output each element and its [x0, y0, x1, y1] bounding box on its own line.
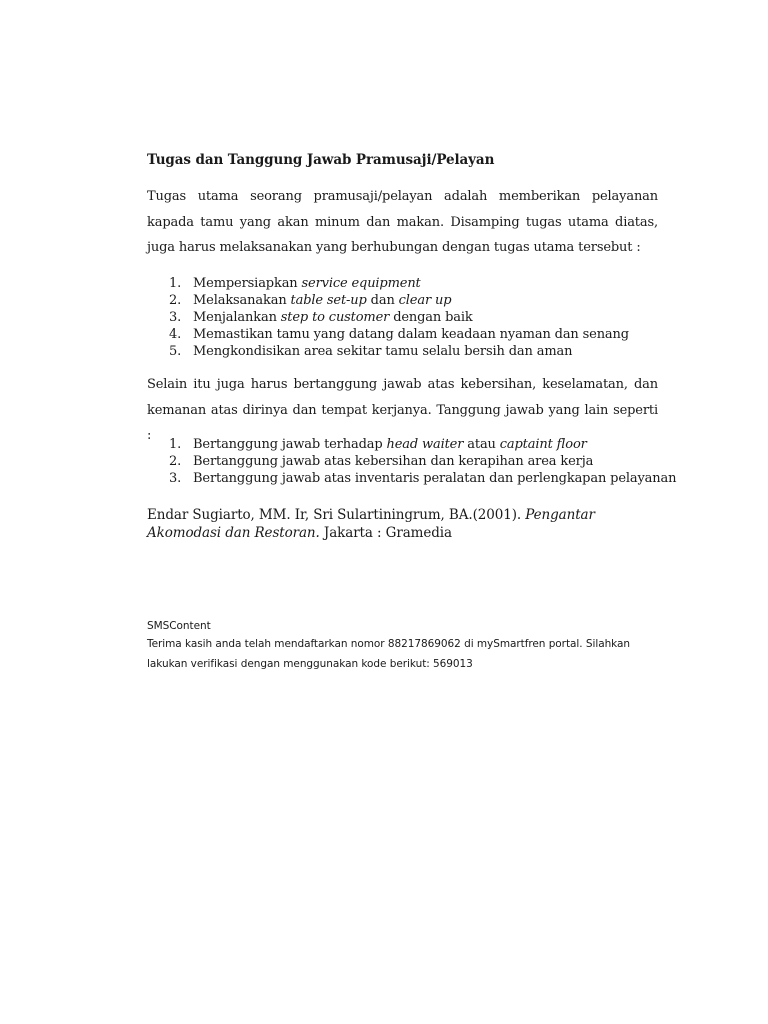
list-item: 3. Menjalankan step to customer dengan baik [169, 310, 473, 325]
list-item: 2. Bertanggung jawab atas kebersihan dan kerapihan area kerja [169, 454, 594, 469]
intro-paragraph: Tugas utama seorang pramusaji/pelayan adalah memberikan pelayanan kapada tamu yang akan minum dan makan. Disamping tugas utama diatas, juga harus melaksanakan yang berhubungan dengan tugas utama tersebut : [147, 189, 658, 255]
reference-publisher: Jakarta : Gramedia [319, 525, 452, 541]
responsibilities-list [169, 436, 676, 487]
reference-authors: Endar Sugiarto, MM. Ir, Sri Sulartiningrum, BA.(2001). [147, 507, 526, 523]
sms-body: Terima kasih anda telah mendaftarkan nomor 88217869062 di mySmartfren portal. Silahkan lakukan verifikasi dengan menggunakan kode berikut: 569013 [147, 638, 631, 670]
duties-list [169, 275, 629, 360]
sms-label: SMSContent [147, 620, 211, 632]
list-item: 4. Memastikan tamu yang datang dalam keadaan nyaman dan senang [169, 327, 629, 342]
list-item: 2. Melaksanakan table set-up dan clear up [169, 293, 452, 308]
list-item: 1. Bertanggung jawab terhadap head waiter atau captaint floor [169, 437, 587, 452]
list-item: 1. Mempersiapkan service equipment [169, 276, 421, 291]
reference-citation [147, 506, 658, 542]
document-title: Tugas dan Tanggung Jawab Pramusaji/Pelayan [147, 152, 495, 168]
responsibility-paragraph: Selain itu juga harus bertanggung jawab atas kebersihan, keselamatan, dan kemanan atas dirinya dan tempat kerjanya. Tanggung jawab yang lain seperti : [147, 377, 658, 443]
list-item: 5. Mengkondisikan area sekitar tamu selalu bersih dan aman [169, 344, 573, 359]
sms-content-block [147, 619, 662, 674]
list-item: 3. Bertanggung jawab atas inventaris peralatan dan perlengkapan pelayanan [169, 471, 677, 486]
reference-book-title: Pengantar Akomodasi dan Restoran. [147, 507, 595, 541]
